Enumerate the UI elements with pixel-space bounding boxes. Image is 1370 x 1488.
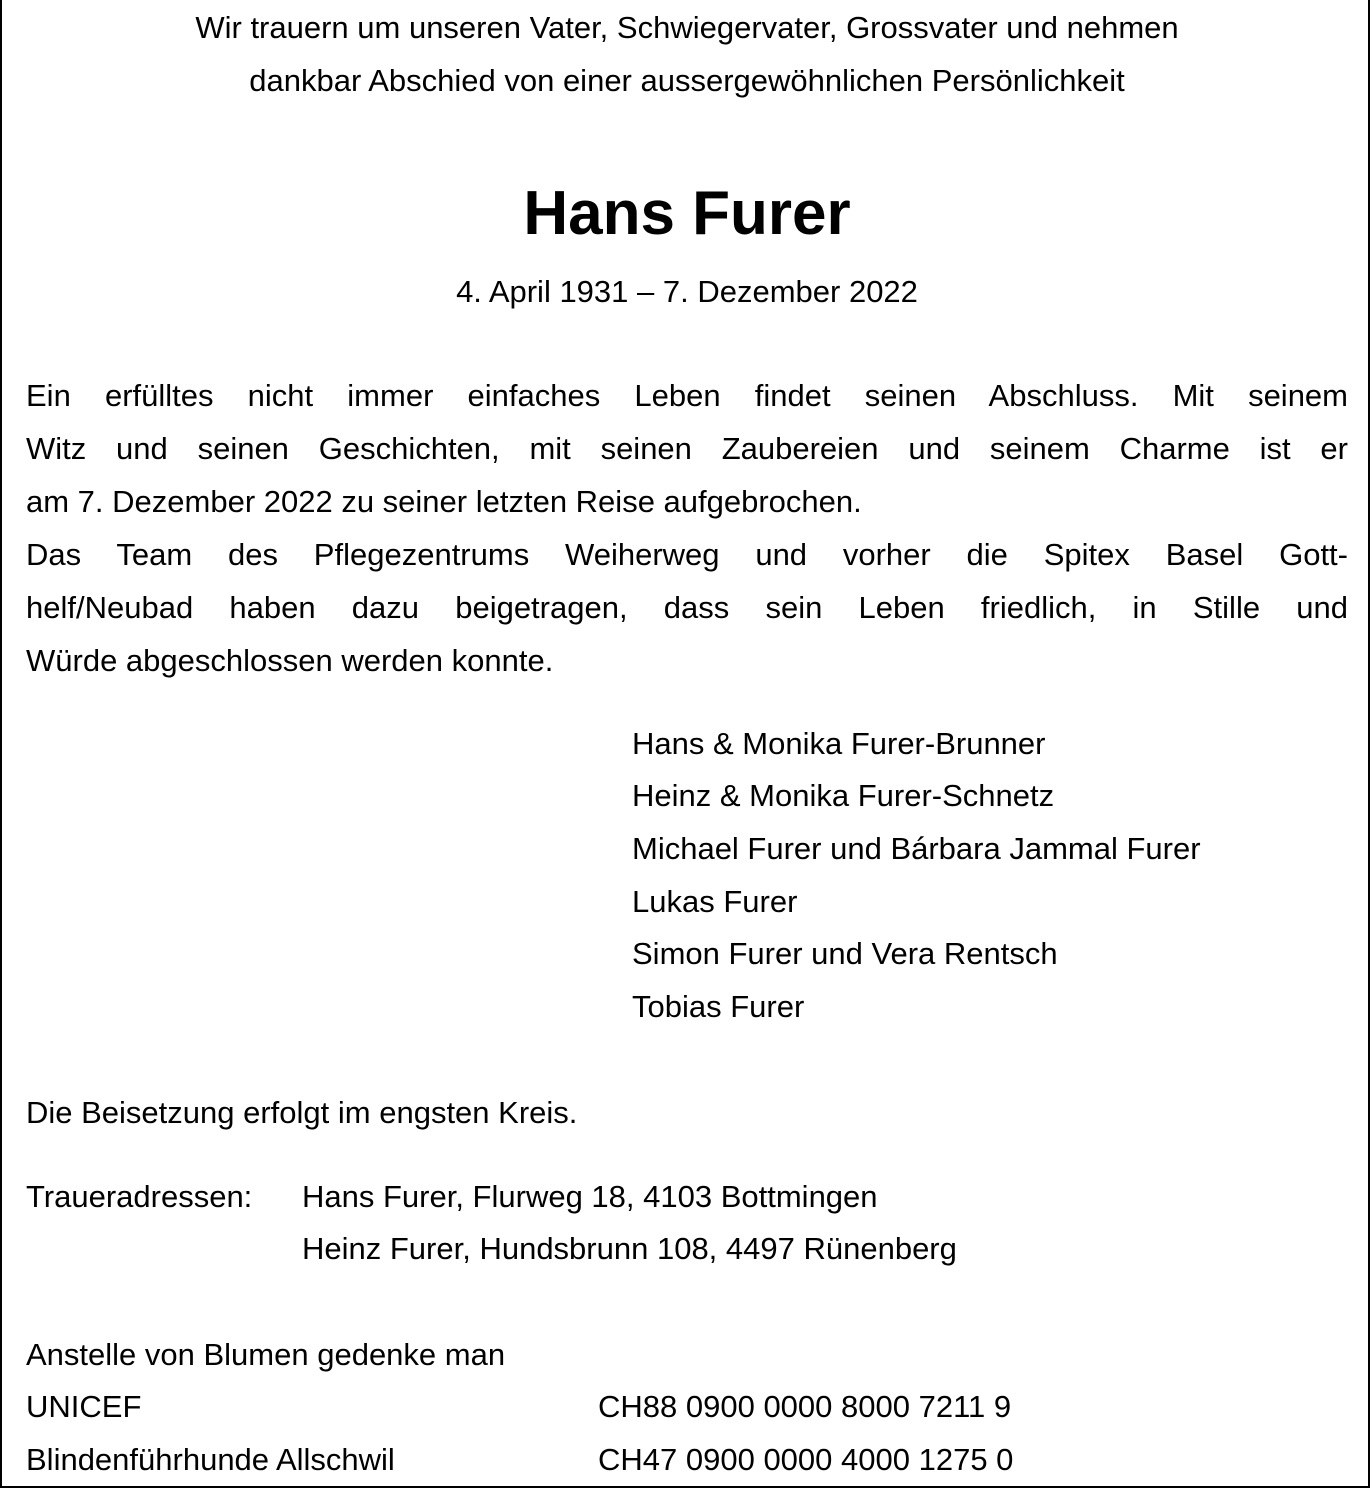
burial-note: Die Beisetzung erfolgt im engsten Kreis. [26,1095,578,1130]
family-member: Michael Furer und Bárbara Jammal Furer [632,831,1201,866]
intro-line-2: dankbar Abschied von einer aussergewöhnlichen Persönlichkeit [249,63,1125,98]
donation-intro: Anstelle von Blumen gedenke man [26,1337,506,1372]
donation-iban: CH47 0900 0000 4000 1275 0 [598,1442,1014,1477]
address-line: Heinz Furer, Hundsbrunn 108, 4497 Rünenberg [302,1231,957,1266]
body-line-2: Witz und seinen Geschichten, mit seinen Zaubereien und seinem Charme ist er [26,431,1348,466]
family-member: Tobias Furer [632,989,805,1024]
body-line-1: Ein erfülltes nicht immer einfaches Leben findet seinen Abschluss. Mit seinem [26,378,1348,413]
life-dates: 4. April 1931 – 7. Dezember 2022 [456,274,918,309]
family-member: Heinz & Monika Furer-Schnetz [632,778,1055,813]
family-member: Hans & Monika Furer-Brunner [632,726,1046,761]
body-line-4: Das Team des Pflegezentrums Weiherweg und vorher die Spitex Basel Gott- [26,537,1348,572]
family-member: Simon Furer und Vera Rentsch [632,936,1058,971]
family-member: Lukas Furer [632,884,798,919]
addresses-label: Traueradressen: [26,1179,253,1214]
body-line-6: Würde abgeschlossen werden konnte. [26,643,554,678]
deceased-name: Hans Furer [523,179,851,248]
donation-org: Blindenführhunde Allschwil [26,1442,395,1477]
donation-iban: CH88 0900 0000 8000 7211 9 [598,1389,1012,1424]
intro-line-1: Wir trauern um unseren Vater, Schwiegervater, Grossvater und nehmen [195,10,1179,45]
body-line-5: helf/Neubad haben dazu beigetragen, dass sein Leben friedlich, in Stille und [26,590,1348,625]
address-line: Hans Furer, Flurweg 18, 4103 Bottmingen [302,1179,878,1214]
donation-org: UNICEF [26,1389,142,1424]
body-line-3: am 7. Dezember 2022 zu seiner letzten Reise aufgebrochen. [26,484,862,519]
